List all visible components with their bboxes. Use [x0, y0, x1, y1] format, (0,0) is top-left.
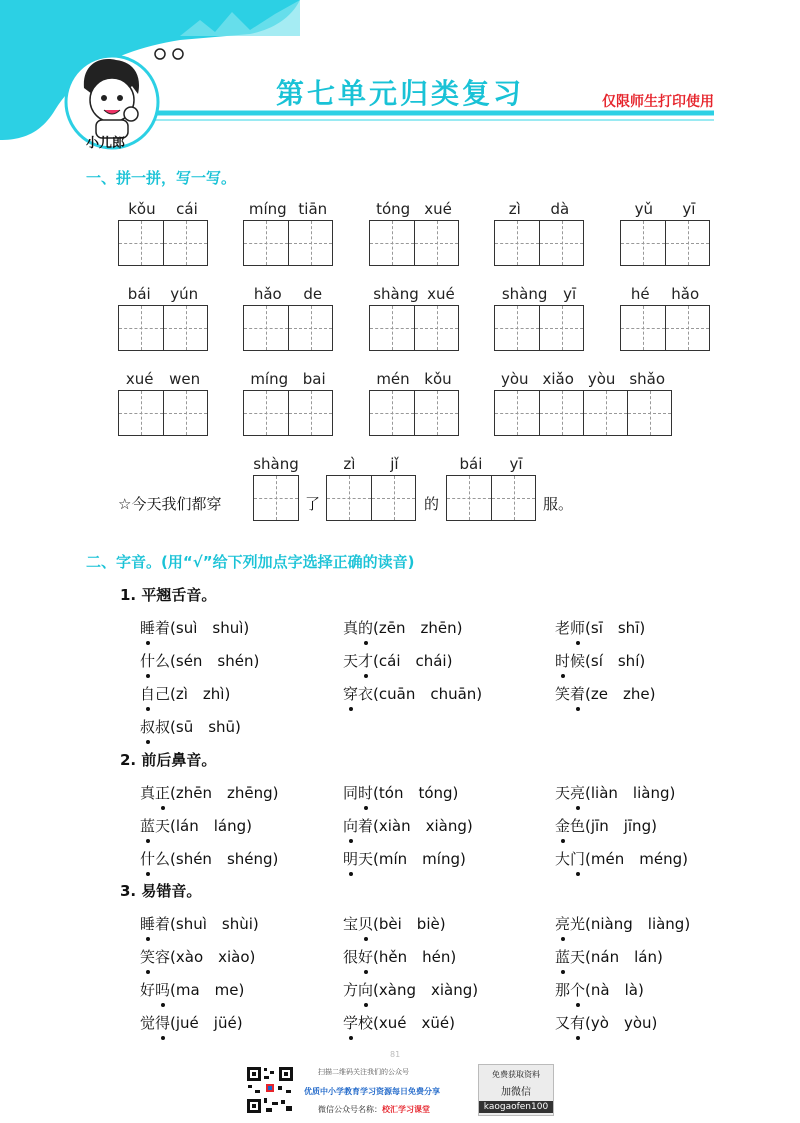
sentence-blank-3 — [446, 455, 536, 521]
word-char: 很 — [343, 948, 359, 966]
writing-cell[interactable] — [163, 391, 207, 435]
blank-pinyin: zì jǐ — [343, 455, 399, 473]
pinyin-options: (cái chái) — [373, 652, 453, 670]
dotted-char: 亮 — [555, 915, 571, 933]
tianzige-boxes — [118, 305, 208, 351]
phonetic-item[interactable] — [140, 716, 241, 737]
pinyin-word — [494, 200, 584, 266]
pinyin-word — [118, 370, 208, 436]
pinyin-options: (jué jüé) — [170, 1014, 243, 1032]
pinyin-options: (cuān chuān) — [373, 685, 483, 703]
group1-title: 1. 平翘舌音。 — [120, 586, 217, 604]
writing-cell[interactable] — [665, 306, 709, 350]
pinyin-options: (zēn zhēn) — [373, 619, 463, 637]
pinyin-word — [620, 200, 710, 266]
writing-cell[interactable] — [288, 221, 332, 265]
blank-pinyin: bái yī — [459, 455, 523, 473]
pinyin-options: (yò yòu) — [585, 1014, 658, 1032]
pinyin-word — [118, 285, 208, 351]
pinyin-word — [118, 200, 208, 266]
pinyin-text: shàng yī — [501, 285, 577, 303]
sentence-text-4: 服。 — [543, 495, 574, 513]
tianzige-boxes — [620, 305, 710, 351]
word-char: 己 — [155, 685, 171, 703]
phonetic-item[interactable] — [140, 683, 230, 704]
phonetic-item[interactable] — [343, 913, 446, 934]
phonetic-item[interactable] — [140, 1012, 243, 1033]
pinyin-text: xué wen — [125, 370, 201, 388]
word-char: 老 — [555, 619, 571, 637]
tianzige-boxes — [243, 305, 333, 351]
dotted-char: 个 — [570, 981, 586, 999]
writing-cell[interactable] — [163, 306, 207, 350]
writing-cell[interactable] — [627, 391, 671, 435]
dotted-char: 的 — [358, 619, 374, 637]
phonetic-item[interactable] — [343, 650, 452, 671]
phonetic-item[interactable] — [343, 1012, 455, 1033]
tianzige-boxes — [369, 390, 459, 436]
page-title: 第七单元归类复习 — [275, 77, 524, 110]
word-char: 方 — [343, 981, 359, 999]
writing-cell[interactable] — [539, 391, 583, 435]
phonetic-item[interactable] — [140, 946, 255, 967]
pinyin-options: (niàng liàng) — [585, 915, 691, 933]
phonetic-item[interactable] — [555, 683, 655, 704]
pinyin-options: (xué xüé) — [373, 1014, 455, 1032]
word-char: 天 — [155, 817, 171, 835]
tianzige-boxes — [118, 220, 208, 266]
footer-box-line2: 加微信 — [501, 1087, 531, 1098]
phonetic-item[interactable] — [140, 848, 278, 869]
writing-cell[interactable] — [119, 391, 163, 435]
group2-title: 2. 前后鼻音。 — [120, 751, 217, 769]
footer-promo: 优质中小学教育学习资源每日免费分享 — [304, 1087, 440, 1096]
qr-code-icon[interactable] — [246, 1066, 294, 1114]
pinyin-options: (liàn liàng) — [585, 784, 676, 802]
dotted-char: 自 — [140, 685, 156, 703]
phonetic-item[interactable] — [555, 848, 688, 869]
dotted-char: 师 — [570, 619, 586, 637]
word-char: 真 — [140, 784, 156, 802]
pinyin-options: (hěn hén) — [373, 948, 457, 966]
pinyin-options: (lán láng) — [170, 817, 252, 835]
writing-cell[interactable] — [119, 221, 163, 265]
phonetic-item[interactable] — [555, 617, 645, 638]
phonetic-item[interactable] — [343, 979, 478, 1000]
writing-cell[interactable] — [244, 221, 288, 265]
writing-cell[interactable] — [495, 391, 539, 435]
dotted-char: 门 — [570, 850, 586, 868]
pinyin-options: (sí shí) — [585, 652, 646, 670]
pinyin-word — [243, 200, 333, 266]
word-char: 真 — [343, 619, 359, 637]
tianzige-boxes — [369, 220, 459, 266]
writing-cell[interactable] — [495, 306, 539, 350]
word-char: 宝 — [343, 915, 359, 933]
word-char: 么 — [155, 850, 171, 868]
footer-account-name: 校汇学习课堂 — [382, 1105, 430, 1114]
writing-cell[interactable] — [621, 306, 665, 350]
pinyin-options: (bèi biè) — [373, 915, 446, 933]
phonetic-item[interactable] — [555, 782, 675, 803]
word-char: 光 — [570, 915, 586, 933]
dotted-char: 学 — [343, 1014, 359, 1032]
word-char: 觉 — [140, 1014, 156, 1032]
writing-cell[interactable] — [583, 391, 627, 435]
dotted-char: 蓝 — [140, 817, 156, 835]
phonetic-item[interactable] — [140, 650, 259, 671]
dotted-char: 才 — [358, 652, 374, 670]
dotted-char: 蓝 — [555, 948, 571, 966]
word-char: 校 — [358, 1014, 374, 1032]
dotted-char: 笑 — [140, 948, 156, 966]
phonetic-item[interactable] — [343, 815, 473, 836]
pinyin-options: (xiàn xiàng) — [373, 817, 473, 835]
word-char: 着 — [155, 619, 171, 637]
word-char: 天 — [555, 784, 571, 802]
word-char: 天 — [343, 652, 359, 670]
phonetic-item[interactable] — [140, 815, 252, 836]
dotted-char: 有 — [570, 1014, 586, 1032]
pinyin-options: (zhēn zhēng) — [170, 784, 279, 802]
dotted-char: 什 — [140, 850, 156, 868]
dotted-char: 什 — [140, 652, 156, 670]
phonetic-item[interactable] — [343, 617, 462, 638]
word-char: 色 — [570, 817, 586, 835]
writing-cell[interactable] — [327, 476, 371, 520]
dotted-char: 明 — [343, 850, 359, 868]
pinyin-word — [243, 370, 333, 436]
writing-cell[interactable] — [414, 221, 458, 265]
phonetic-item[interactable] — [555, 650, 645, 671]
word-char: 叔 — [155, 718, 171, 736]
section2-title: 二、字音。(用“√”给下列加点字选择正确的读音) — [86, 553, 415, 571]
word-char: 天 — [570, 948, 586, 966]
pinyin-options: (jīn jīng) — [585, 817, 657, 835]
tianzige-boxes — [494, 305, 584, 351]
writing-cell[interactable] — [254, 476, 298, 520]
dotted-char: 金 — [555, 817, 571, 835]
dotted-char: 正 — [155, 784, 171, 802]
pinyin-options: (shén shéng) — [170, 850, 279, 868]
pinyin-text: zì dà — [508, 200, 570, 218]
pinyin-word — [369, 200, 459, 266]
word-char: 天 — [358, 850, 374, 868]
pinyin-options: (sén shén) — [170, 652, 260, 670]
dotted-char: 叔 — [140, 718, 156, 736]
writing-cell[interactable] — [621, 221, 665, 265]
pinyin-word — [620, 285, 710, 351]
pinyin-text: bái yún — [127, 285, 199, 303]
dotted-char: 穿 — [343, 685, 359, 703]
writing-cell[interactable] — [539, 221, 583, 265]
writing-cell[interactable] — [163, 221, 207, 265]
footer-box-line1: 免费获取资料 — [492, 1070, 540, 1079]
pinyin-text: míng tiān — [248, 200, 328, 218]
phonetic-item[interactable] — [343, 683, 482, 704]
writing-cell[interactable] — [288, 306, 332, 350]
footer-scan-text: 扫描二维码关注我们的公众号 — [318, 1068, 409, 1076]
word-char: 同 — [343, 784, 359, 802]
pinyin-text: tóng xué — [376, 200, 452, 218]
section1-title: 一、拼一拼，写一写。 — [86, 169, 237, 187]
writing-cell[interactable] — [495, 221, 539, 265]
pinyin-options: (sū shū) — [170, 718, 241, 736]
dotted-char: 得 — [155, 1014, 171, 1032]
writing-cell[interactable] — [244, 306, 288, 350]
writing-cell[interactable] — [371, 476, 415, 520]
dotted-char: 着 — [570, 685, 586, 703]
word-char: 衣 — [358, 685, 374, 703]
dotted-char: 时 — [555, 652, 571, 670]
pinyin-options: (mén méng) — [585, 850, 688, 868]
phonetic-item[interactable] — [555, 913, 690, 934]
sentence-text-2: 了 — [305, 495, 321, 513]
brand-label: 小儿郎 — [86, 136, 126, 151]
dotted-char: 向 — [358, 981, 374, 999]
writing-cell[interactable] — [414, 391, 458, 435]
pinyin-text: yòu xiǎo yòu shǎo — [500, 370, 666, 388]
pinyin-options: (mín míng) — [373, 850, 466, 868]
phonetic-item[interactable] — [140, 979, 244, 1000]
word-char: 那 — [555, 981, 571, 999]
footer-account: 微信公众号名称：校汇学习课堂 — [318, 1105, 430, 1114]
word-char: 么 — [155, 652, 171, 670]
word-char: 又 — [555, 1014, 571, 1032]
phonetic-item[interactable] — [140, 913, 259, 934]
pinyin-options: (nán lán) — [585, 948, 663, 966]
dotted-char: 亮 — [570, 784, 586, 802]
blank-pinyin: shàng — [253, 455, 299, 473]
footer-wechat-box[interactable] — [478, 1064, 554, 1116]
pinyin-options: (nà là) — [585, 981, 644, 999]
pinyin-word — [494, 370, 672, 436]
footer-box-line3: kaogaofen100 — [479, 1101, 553, 1113]
pinyin-options: (xàng xiàng) — [373, 981, 479, 999]
dotted-char: 睡 — [140, 619, 156, 637]
pinyin-text: yǔ yī — [634, 200, 696, 218]
tianzige-boxes — [620, 220, 710, 266]
sentence-row — [0, 455, 800, 535]
word-char: 容 — [155, 948, 171, 966]
pinyin-text: mén kǒu — [376, 370, 452, 388]
writing-cell[interactable] — [447, 476, 491, 520]
phonetic-item[interactable] — [343, 946, 456, 967]
phonetic-item[interactable] — [555, 1012, 657, 1033]
dotted-char: 向 — [343, 817, 359, 835]
pinyin-options: (ze zhe) — [585, 685, 656, 703]
dotted-char: 好 — [358, 948, 374, 966]
dotted-char: 吗 — [155, 981, 171, 999]
pinyin-options: (tón tóng) — [373, 784, 459, 802]
pinyin-word — [243, 285, 333, 351]
pinyin-options: (suì shuì) — [170, 619, 250, 637]
word-char: 好 — [140, 981, 156, 999]
tianzige-boxes — [243, 220, 333, 266]
pinyin-options: (ma me) — [170, 981, 245, 999]
dotted-char: 贝 — [358, 915, 374, 933]
tianzige-boxes — [494, 390, 672, 436]
word-char: 着 — [358, 817, 374, 835]
phonetic-item[interactable] — [343, 848, 466, 869]
sentence-text-1: ☆今天我们都穿 — [118, 495, 222, 513]
pinyin-text: hǎo de — [253, 285, 323, 303]
writing-cell[interactable] — [539, 306, 583, 350]
tianzige-boxes — [243, 390, 333, 436]
pinyin-word — [494, 285, 584, 351]
word-char: 候 — [570, 652, 586, 670]
dotted-char: 睡 — [140, 915, 156, 933]
writing-cell[interactable] — [288, 391, 332, 435]
tianzige-boxes — [494, 220, 584, 266]
group3-title: 3. 易错音。 — [120, 882, 202, 900]
writing-cell[interactable] — [665, 221, 709, 265]
pinyin-word — [369, 285, 459, 351]
writing-cell[interactable] — [244, 391, 288, 435]
writing-cell[interactable] — [119, 306, 163, 350]
restricted-label: 仅限师生打印使用 — [602, 94, 714, 110]
phonetic-item[interactable] — [555, 979, 644, 1000]
pinyin-text: hé hǎo — [630, 285, 700, 303]
tianzige-boxes — [369, 305, 459, 351]
pinyin-options: (sī shī) — [585, 619, 646, 637]
word-char: 大 — [555, 850, 571, 868]
tianzige-boxes — [118, 390, 208, 436]
phonetic-item[interactable] — [555, 815, 657, 836]
pinyin-options: (xào xiào) — [170, 948, 256, 966]
writing-cell[interactable] — [491, 476, 535, 520]
sentence-blank-1 — [253, 455, 299, 521]
page-number: 81 — [390, 1050, 401, 1059]
sentence-text-3: 的 — [424, 495, 440, 513]
dotted-char: 时 — [358, 784, 374, 802]
pinyin-text: kǒu cái — [128, 200, 198, 218]
pinyin-options: (shuì shùi) — [170, 915, 259, 933]
phonetic-item[interactable] — [140, 617, 249, 638]
writing-cell[interactable] — [414, 306, 458, 350]
sentence-blank-2 — [326, 455, 416, 521]
pinyin-text: shàng xué — [373, 285, 455, 303]
word-char: 笑 — [555, 685, 571, 703]
word-char: 着 — [155, 915, 171, 933]
phonetic-item[interactable] — [555, 946, 663, 967]
writing-cell[interactable] — [370, 221, 414, 265]
phonetic-item[interactable] — [343, 782, 458, 803]
phonetic-item[interactable] — [140, 782, 279, 803]
pinyin-word — [369, 370, 459, 436]
pinyin-options: (zì zhì) — [170, 685, 231, 703]
writing-cell[interactable] — [370, 306, 414, 350]
pinyin-text: míng bai — [250, 370, 326, 388]
writing-cell[interactable] — [370, 391, 414, 435]
